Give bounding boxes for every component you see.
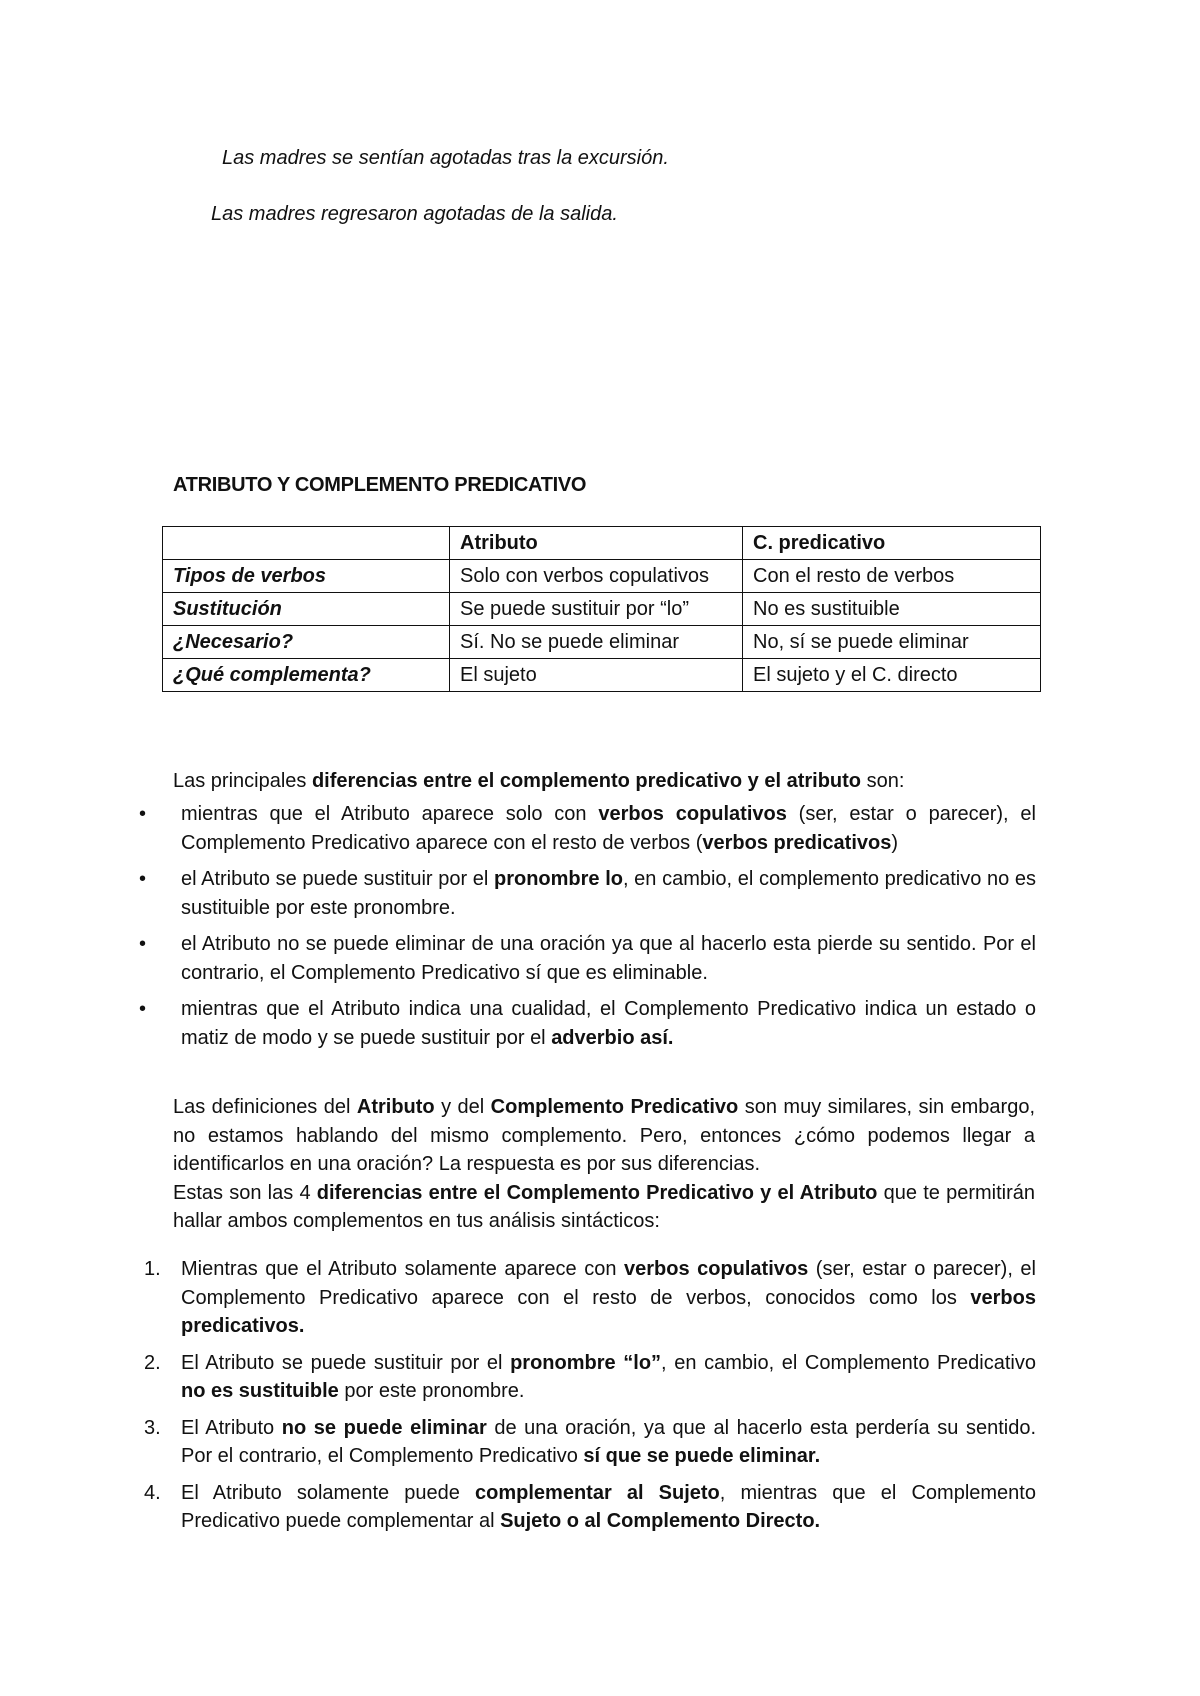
list-number: 4. (144, 1481, 161, 1504)
example-sentence-1: Las madres se sentían agotadas tras la excursión. (222, 147, 669, 169)
text-run: Las principales (173, 770, 312, 792)
text-run: son muy similares, sin embargo, no estamos hablando del mismo complemento. Pero, entonces ¿cómo podemos llegar a identificarlos en una oración? La respuesta es por sus diferencias. (173, 1096, 1036, 1175)
bold-text: verbos copulativos (623, 1258, 809, 1280)
table-row-label: ¿Necesario? (163, 626, 450, 659)
list-number: 3. (144, 1416, 161, 1439)
text-run: mientras que el Atributo indica una cualidad, el Complemento Predicativo indica un estado o matiz de modo y se puede sustituir por el (181, 998, 1036, 1049)
text-run: El Atributo solamente puede (181, 1481, 476, 1504)
bold-text: Atributo (356, 1096, 435, 1118)
table-cell: Se puede sustituir por “lo” (450, 593, 743, 626)
text-run: Las definiciones del (173, 1096, 357, 1118)
bold-text: Sujeto o al Complemento Directo. (500, 1510, 821, 1532)
text-run: de una oración, ya que al hacerlo esta perdería su sentido. Por el contrario, el Complemento Predicativo (181, 1416, 1037, 1467)
text-run: el Atributo se puede sustituir por el (181, 868, 494, 890)
bullet-marker: • (139, 803, 147, 825)
list-item (139, 995, 1036, 1052)
bold-text: pronombre lo (494, 868, 623, 890)
definitions-block (173, 1093, 1035, 1236)
table-cell: El sujeto y el C. directo (743, 659, 1041, 692)
differences-numbered-list (144, 1255, 1037, 1544)
table-cell: Con el resto de verbos (743, 560, 1041, 593)
bold-text: sí que se puede eliminar. (583, 1445, 821, 1467)
bold-text: diferencias entre el Complemento Predicativo y el Atributo (316, 1181, 878, 1204)
text-run: , en cambio, el complemento predicativo no es sustituible por este pronombre. (181, 868, 1037, 919)
list-number: 1. (144, 1258, 161, 1280)
table-row-label: Sustitución (163, 593, 450, 626)
list-item-text (181, 1352, 1036, 1403)
table-header-row (163, 527, 1041, 560)
list-item (139, 800, 1036, 857)
text-run: y del (434, 1096, 491, 1118)
text-run: , en cambio, el Complemento Predicativo (661, 1351, 1036, 1374)
bold-text: verbos predicativos. (181, 1286, 1036, 1337)
table-row (163, 626, 1041, 659)
list-number: 2. (144, 1351, 161, 1374)
list-item (139, 930, 1036, 987)
definitions-paragraph (173, 1093, 1035, 1179)
bold-text: diferencias entre el complemento predicativo y el atributo (311, 770, 862, 792)
text-run: Estas son las 4 (173, 1181, 317, 1204)
bold-text: pronombre “lo” (510, 1351, 662, 1374)
text-run: el Atributo no se puede eliminar de una oración ya que al hacerlo esta pierde su sentido. Por el contrario, el Complemento Predicativo sí que es eliminable. (181, 933, 1036, 984)
list-item-text (181, 1258, 1036, 1337)
text-run: Mientras que el Atributo solamente aparece con (181, 1258, 624, 1280)
bullet-marker: • (139, 933, 147, 955)
text-run: El Atributo se puede sustituir por el (181, 1351, 511, 1374)
bold-text: no es sustituible (181, 1380, 339, 1402)
list-item (139, 865, 1037, 922)
list-item (144, 1349, 1036, 1406)
intro-paragraph (173, 767, 1035, 796)
table-cell: No, sí se puede eliminar (743, 626, 1041, 659)
table-row (163, 560, 1041, 593)
list-item (144, 1255, 1036, 1341)
bullet-marker: • (139, 868, 147, 890)
bold-text: verbos predicativos (702, 831, 892, 854)
list-item-text (181, 1417, 1036, 1468)
list-item-text (181, 868, 1036, 919)
text-run: ) (891, 831, 899, 854)
table-row (163, 659, 1041, 692)
list-item-text (181, 803, 1036, 854)
table-header-cell: Atributo (450, 527, 743, 560)
differences-bullet-list (139, 800, 1037, 1060)
table-header-cell (163, 527, 450, 560)
table-row-label: Tipos de verbos (163, 560, 450, 593)
text-run: El Atributo (181, 1416, 282, 1439)
table-row-label: ¿Qué complementa? (163, 659, 450, 692)
text-run: por este pronombre. (338, 1380, 525, 1402)
list-item (144, 1414, 1037, 1471)
bold-text: adverbio así. (551, 1026, 674, 1049)
text-run: mientras que el Atributo aparece solo con (181, 803, 599, 825)
table-cell: Solo con verbos copulativos (450, 560, 743, 593)
list-item-text (181, 1482, 1036, 1533)
table-header-cell: C. predicativo (743, 527, 1041, 560)
text-run: (ser, estar o parecer), el Complemento Predicativo aparece con el resto de verbos ( (181, 803, 1036, 854)
bullet-marker: • (139, 998, 147, 1020)
bold-text: complementar al Sujeto (475, 1481, 720, 1504)
bold-text: no se puede eliminar (281, 1416, 487, 1439)
list-item (144, 1479, 1036, 1536)
example-sentence-2: Las madres regresaron agotadas de la salida. (211, 203, 618, 225)
table-cell: Sí. No se puede eliminar (450, 626, 743, 659)
text-run: , mientras que el Complemento Predicativo puede complementar al (181, 1481, 1036, 1532)
bold-text: Complemento Predicativo (490, 1096, 739, 1118)
text-run: que te permitirán hallar ambos complementos en tus análisis sintácticos: (173, 1181, 1035, 1232)
list-item-text (181, 933, 1036, 984)
bold-text: verbos copulativos (598, 803, 787, 825)
text-run: son: (861, 770, 905, 792)
section-heading: ATRIBUTO Y COMPLEMENTO PREDICATIVO (173, 474, 587, 496)
text-run: (ser, estar o parecer), el Complemento Predicativo aparece con el resto de verbos, conocidos como los (181, 1258, 1036, 1309)
table-cell: No es sustituible (743, 593, 1041, 626)
comparison-table (162, 526, 1041, 692)
table-cell: El sujeto (450, 659, 743, 692)
table-row (163, 593, 1041, 626)
list-item-text (181, 998, 1036, 1049)
four-differences-intro (173, 1179, 1035, 1236)
